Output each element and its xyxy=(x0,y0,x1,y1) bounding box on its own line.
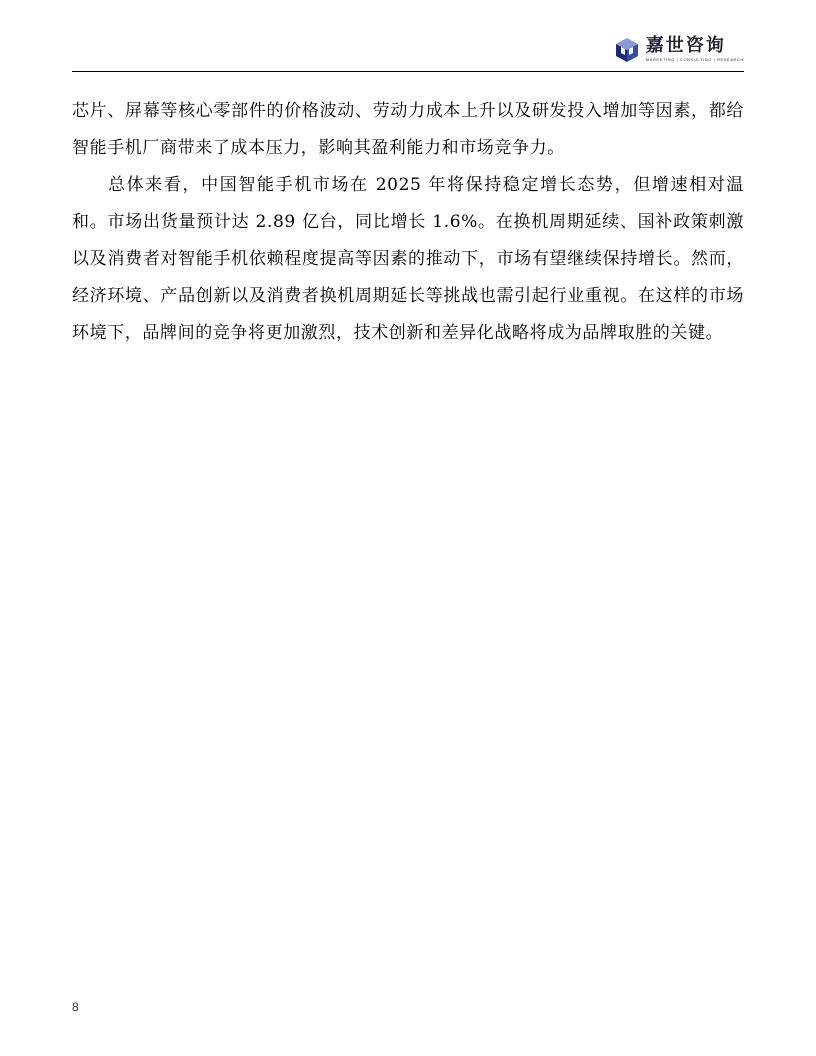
page-number: 8 xyxy=(72,1000,79,1014)
body-paragraph: 总体来看，中国智能手机市场在 2025 年将保持稳定增长态势，但增速相对温和。市场出货量预计达 2.89 亿台，同比增长 1.6%。在换机周期延续、国补政策刺激以及消费者对智能手机依赖程度提高等因素的推动下，市场有望继续保持增长。然而，经济环境、产品创新以及消费者换机周期延长等挑战也需引起行业重视。在这样的市场环境下，品牌间的竞争将更加激烈，技术创新和差异化战略将成为品牌取胜的关键。 xyxy=(72,175,744,343)
page-body xyxy=(72,93,744,352)
page-header xyxy=(72,0,744,72)
body-paragraph: 芯片、屏幕等核心零部件的价格波动、劳动力成本上升以及研发投入增加等因素，都给智能手机厂商带来了成本压力，影响其盈利能力和市场竞争力。 xyxy=(72,101,744,158)
company-logo xyxy=(614,36,744,66)
header-divider xyxy=(72,71,744,72)
company-name: 嘉世咨询 xyxy=(645,35,726,56)
company-tagline: MARKETING | CONSULTING | RESEARCH xyxy=(645,57,744,62)
cube-logo-icon xyxy=(614,37,640,63)
